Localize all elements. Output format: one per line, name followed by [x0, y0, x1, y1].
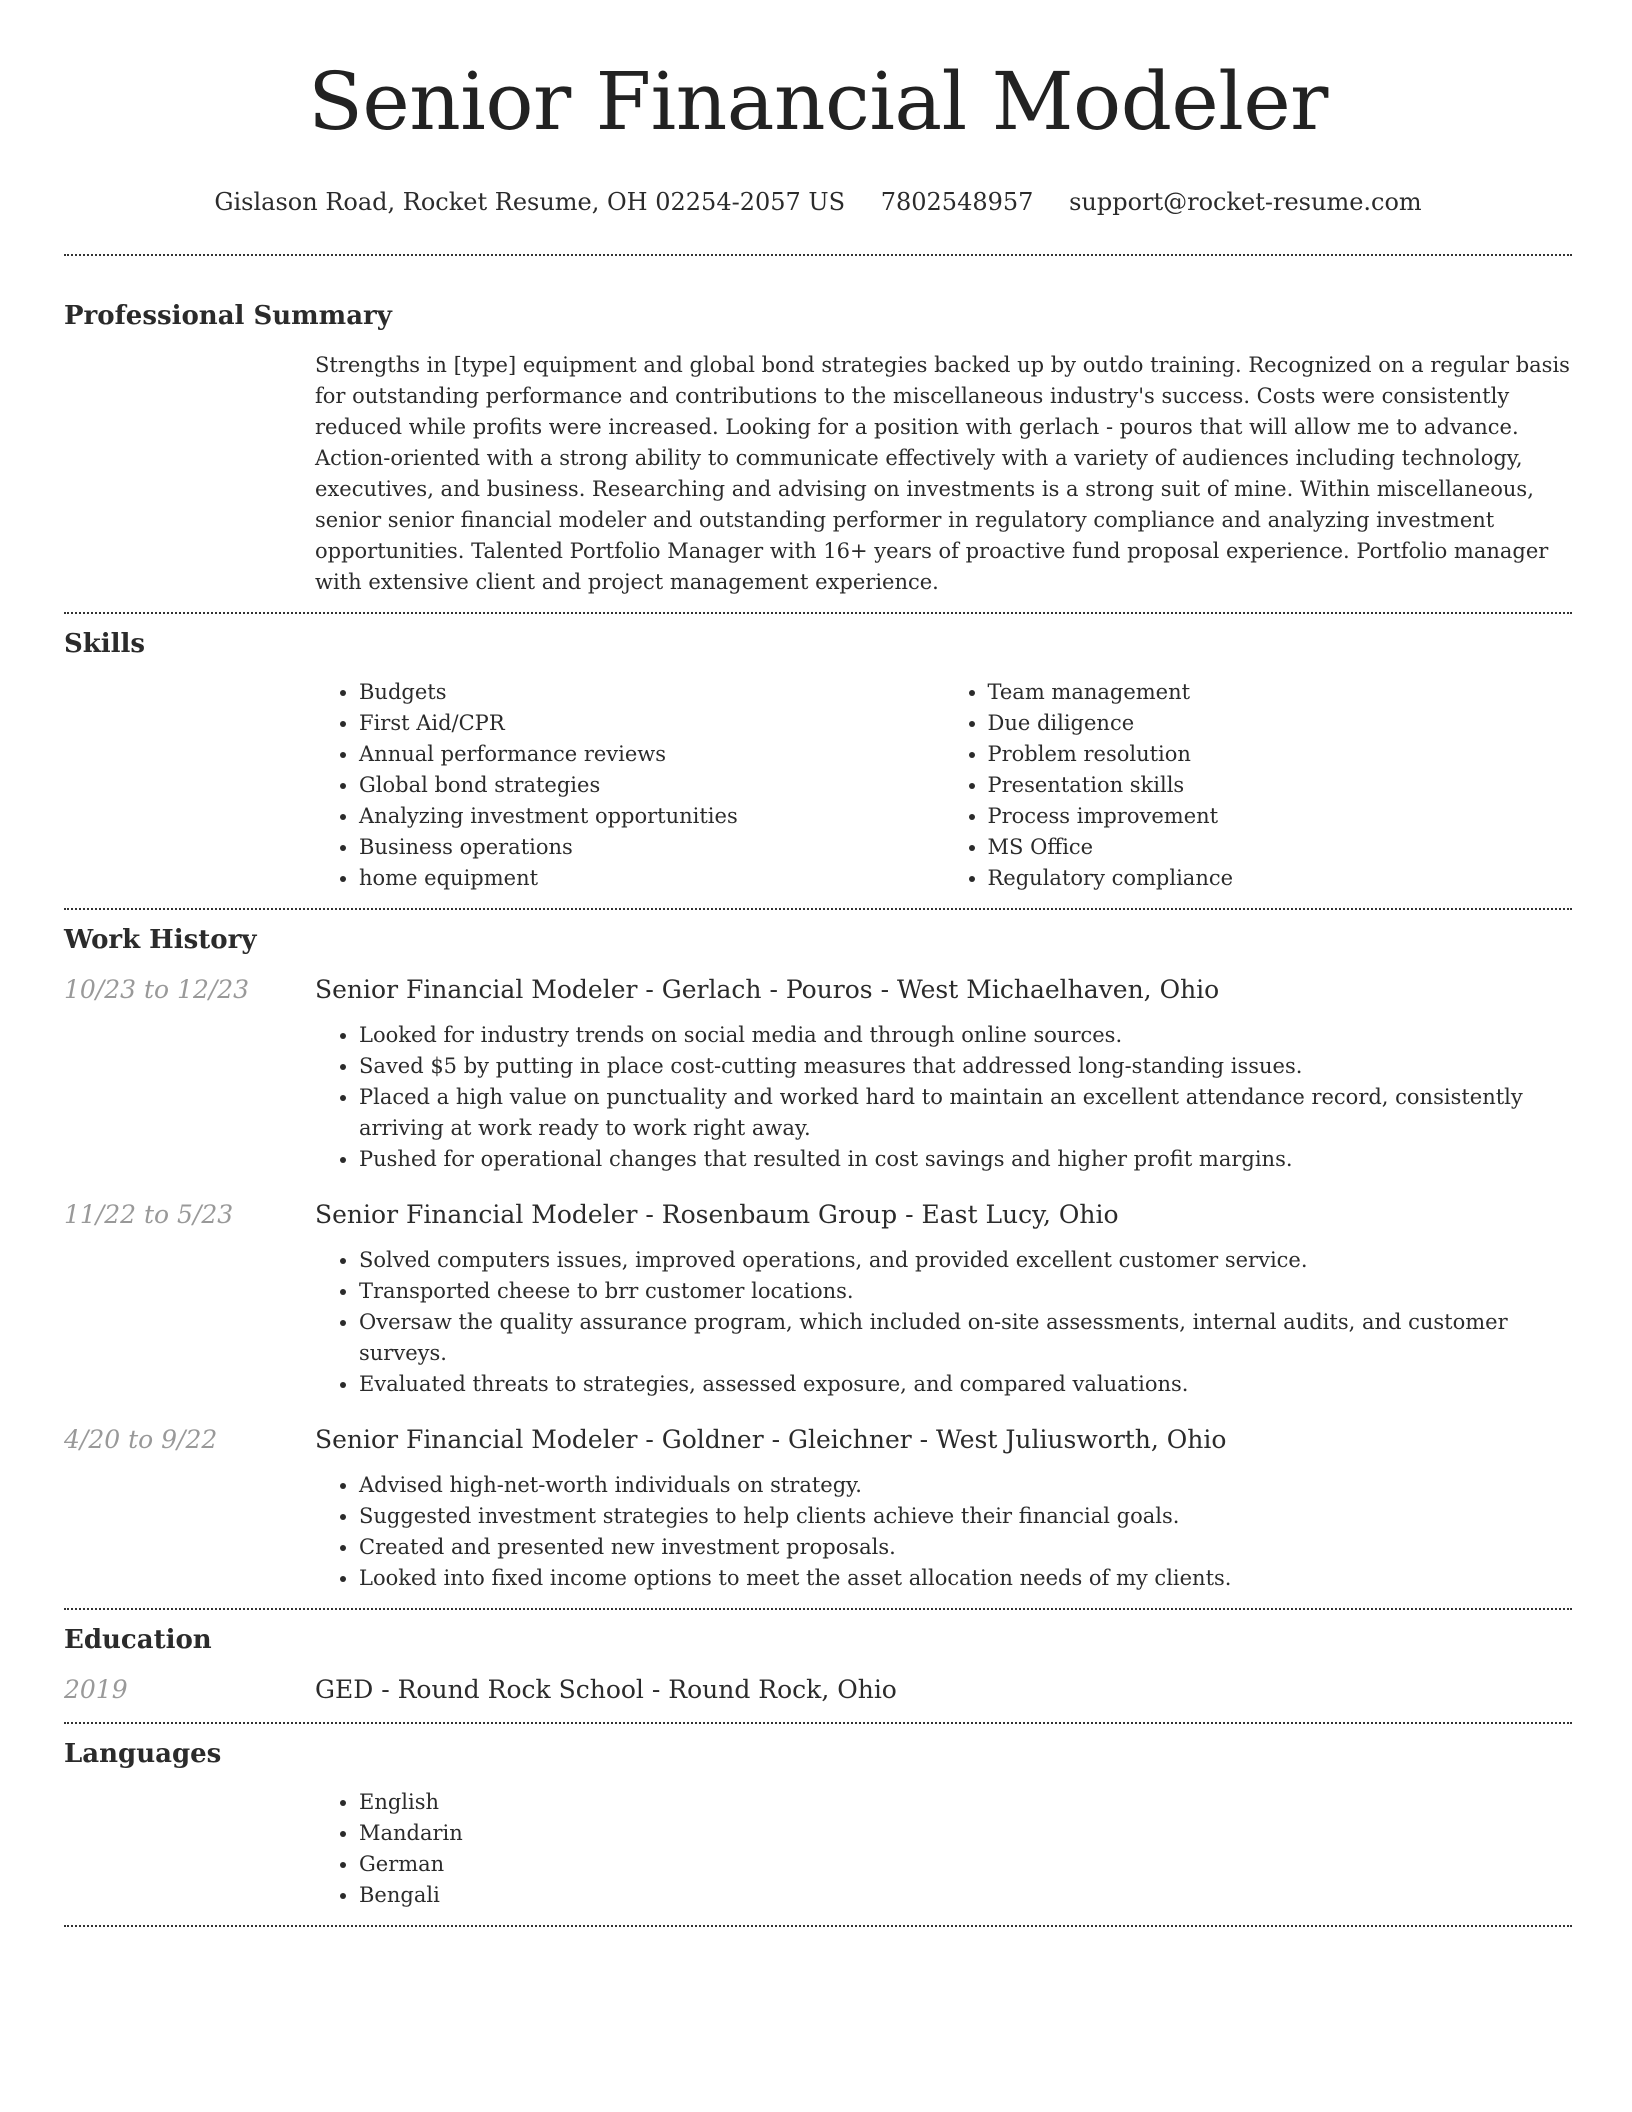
language-item: • Mandarin — [359, 1818, 1572, 1849]
skill-item: • home equipment — [359, 863, 944, 894]
skills-list-right — [944, 677, 1573, 894]
skill-item: • First Aid/CPR — [359, 708, 944, 739]
job-bullet: • Looked into fixed income options to meet the asset allocation needs of my clients. — [359, 1563, 1572, 1594]
section-skills — [64, 614, 1572, 908]
job-bullet: • Advised high-net-worth individuals on strategy. — [359, 1470, 1572, 1501]
skill-item: • Presentation skills — [988, 770, 1573, 801]
contact-email: support@rocket-resume.com — [1069, 188, 1422, 216]
job-bullet: • Evaluated threats to strategies, assessed exposure, and compared valuations. — [359, 1369, 1572, 1400]
skill-item: • Annual performance reviews — [359, 739, 944, 770]
language-item: • Bengali — [359, 1880, 1572, 1911]
contact-line — [64, 186, 1572, 218]
education-date: 2019 — [64, 1675, 128, 1704]
section-title-work: Work History — [64, 925, 257, 955]
job-dates: 4/20 to 9/22 — [64, 1425, 218, 1454]
skill-item: • Team management — [988, 677, 1573, 708]
skills-columns — [315, 677, 1572, 908]
language-item: • German — [359, 1849, 1572, 1880]
job-dates: 10/23 to 12/23 — [64, 975, 250, 1004]
section-education — [64, 1610, 1572, 1722]
skill-item: • MS Office — [988, 832, 1573, 863]
languages-content — [315, 1787, 1572, 1925]
job-heading: Senior Financial Modeler - Rosenbaum Group - East Lucy, Ohio — [315, 1200, 1119, 1229]
job-entry — [64, 1422, 1572, 1594]
skill-item: • Budgets — [359, 677, 944, 708]
divider — [64, 1925, 1572, 1927]
skill-item: • Business operations — [359, 832, 944, 863]
skill-item: • Global bond strategies — [359, 770, 944, 801]
job-bullet: • Oversaw the quality assurance program, which included on-site assessments, internal audits, and customer surveys. — [359, 1307, 1572, 1369]
job-bullet: • Pushed for operational changes that resulted in cost savings and higher profit margins. — [359, 1144, 1572, 1175]
section-work-history — [64, 910, 1572, 1608]
job-bullet: • Solved computers issues, improved operations, and provided excellent customer service. — [359, 1245, 1572, 1276]
language-item: • English — [359, 1787, 1572, 1818]
job-heading: Senior Financial Modeler - Gerlach - Pouros - West Michaelhaven, Ohio — [315, 975, 1220, 1004]
summary-text: Strengths in [type] equipment and global bond strategies backed up by outdo training. Recognized on a regular basis for outstanding performance and contributions to the miscellaneous industry's success. Costs were consistently reduced while profits were increased. Looking for a position with gerlach - pouros that will allow me to advance. Action-oriented with a strong ability to communicate effectively with a variety of audiences including technology, executives, and business. Researching and advising on investments is a strong suit of mine. Within miscellaneous, senior senior financial modeler and outstanding performer in regulatory compliance and analyzing investment opportunities. Talented Portfolio Manager with 16+ years of proactive fund proposal experience. Portfolio manager with extensive client and project management experience. — [315, 353, 1570, 594]
candidate-name: Senior Financial Modeler — [308, 55, 1328, 148]
education-entry — [64, 1672, 1572, 1722]
job-bullets — [315, 1470, 1572, 1594]
job-bullets — [315, 1020, 1572, 1175]
section-title-summary: Professional Summary — [64, 301, 392, 331]
job-bullet: • Saved $5 by putting in place cost-cutting measures that addressed long-standing issues. — [359, 1051, 1572, 1082]
section-languages — [64, 1724, 1572, 1925]
job-bullets — [315, 1245, 1572, 1400]
contact-address: Gislason Road, Rocket Resume, OH 02254-2057 US — [214, 188, 846, 216]
contact-phone: 7802548957 — [880, 188, 1034, 216]
job-bullet: • Looked for industry trends on social media and through online sources. — [359, 1020, 1572, 1051]
job-entry — [64, 1197, 1572, 1400]
job-bullet: • Transported cheese to brr customer locations. — [359, 1276, 1572, 1307]
section-summary — [64, 256, 1572, 612]
job-bullet: • Suggested investment strategies to help clients achieve their financial goals. — [359, 1501, 1572, 1532]
job-entry — [64, 972, 1572, 1175]
skill-item: • Due diligence — [988, 708, 1573, 739]
skill-item: • Process improvement — [988, 801, 1573, 832]
section-title-skills: Skills — [64, 629, 146, 659]
languages-list — [315, 1787, 1572, 1911]
job-dates: 11/22 to 5/23 — [64, 1200, 234, 1229]
skill-item: • Regulatory compliance — [988, 863, 1573, 894]
resume-page — [64, 0, 1572, 1927]
skill-item: • Problem resolution — [988, 739, 1573, 770]
section-title-languages: Languages — [64, 1739, 222, 1769]
skills-list-left — [315, 677, 944, 894]
job-heading: Senior Financial Modeler - Goldner - Gleichner - West Juliusworth, Ohio — [315, 1425, 1227, 1454]
skill-item: • Analyzing investment opportunities — [359, 801, 944, 832]
section-title-education: Education — [64, 1625, 212, 1655]
job-bullet: • Created and presented new investment proposals. — [359, 1532, 1572, 1563]
job-bullet: • Placed a high value on punctuality and worked hard to maintain an excellent attendance record, consistently arriving at work ready to work right away. — [359, 1082, 1572, 1144]
education-heading: GED - Round Rock School - Round Rock, Ohio — [315, 1675, 897, 1704]
